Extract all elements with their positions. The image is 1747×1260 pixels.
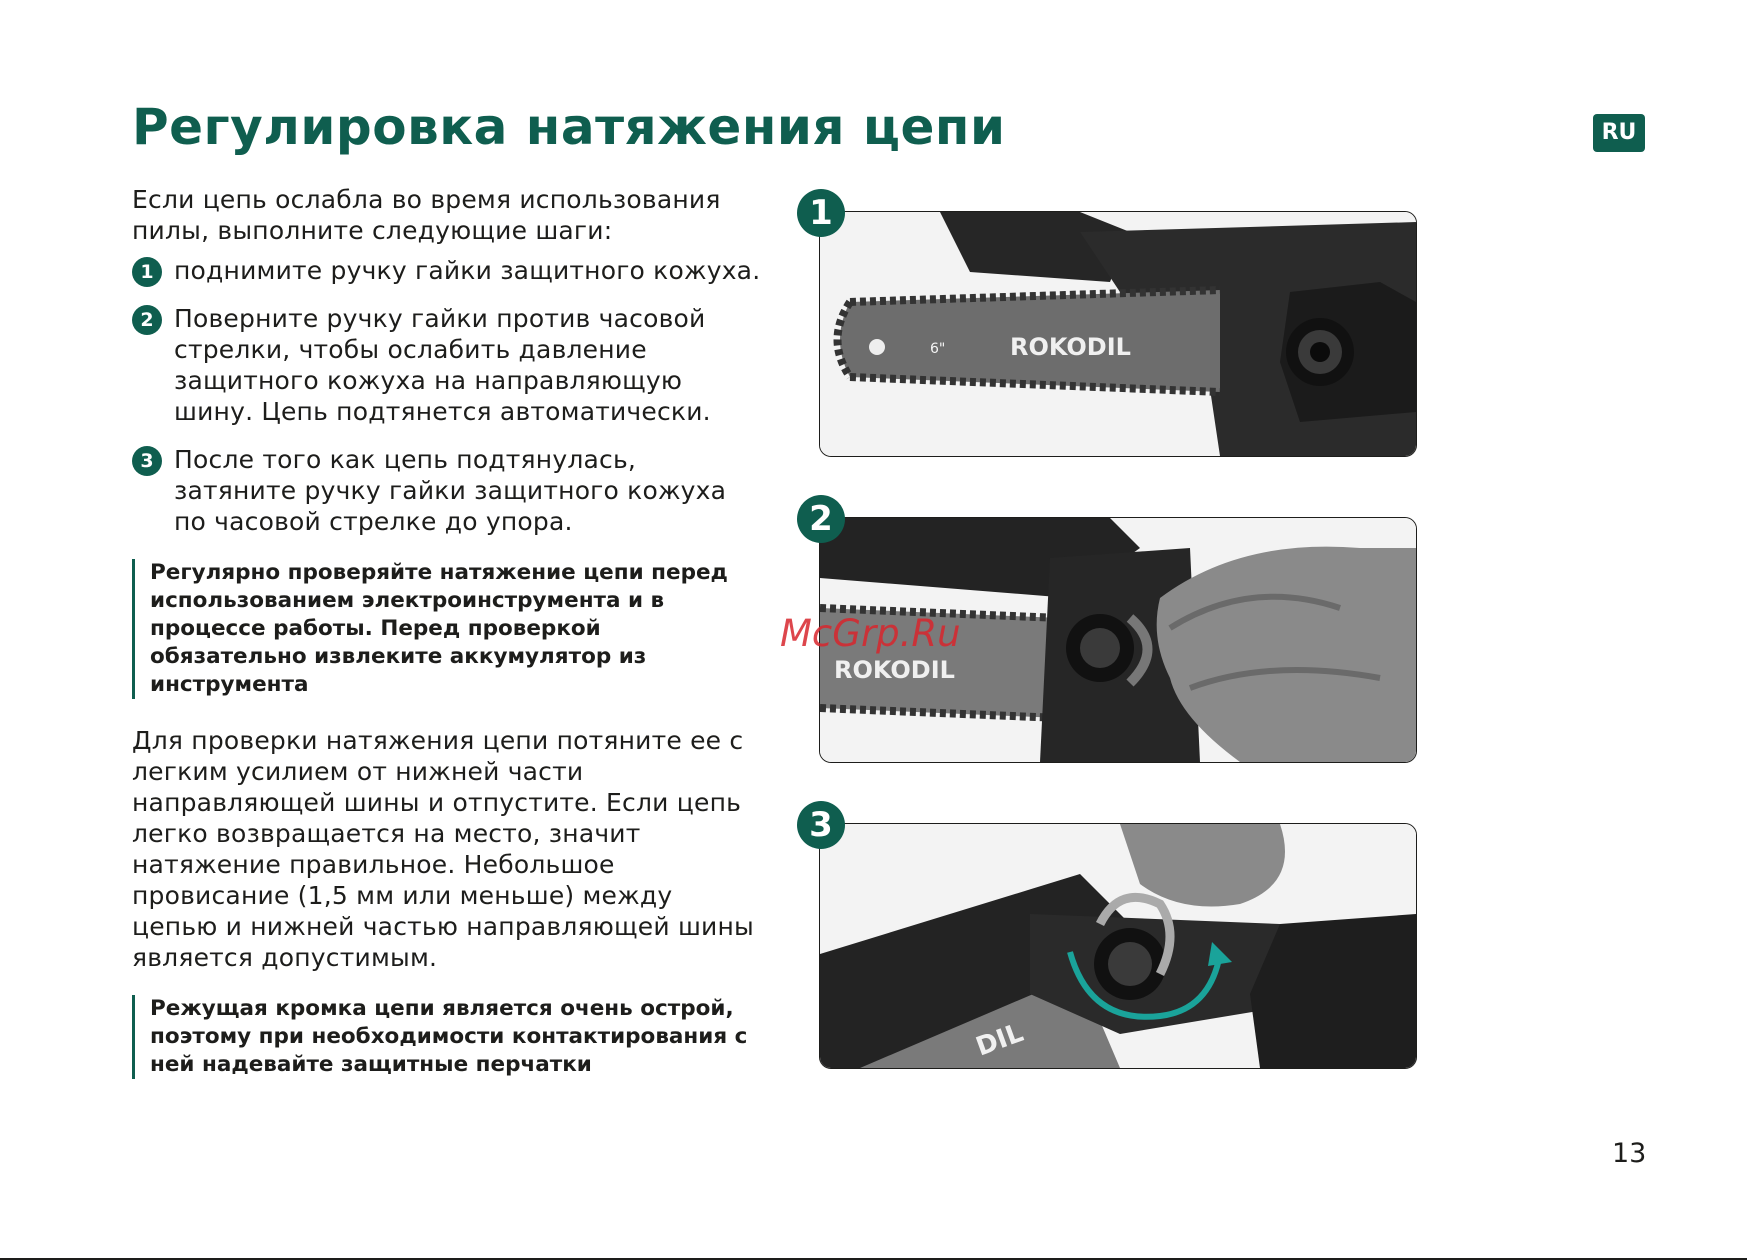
step-text: поднимите ручку гайки защитного кожуха. xyxy=(174,256,761,285)
page-title: Регулировка натяжения цепи xyxy=(132,98,1006,156)
step-text: Поверните ручку гайки против часовой стрелки, чтобы ослабить давление защитного кожуха на направляющую шину. Цепь подтянется автоматически. xyxy=(174,304,711,426)
figure-number-badge: 1 xyxy=(797,189,845,237)
brand-logo-text: DIL xyxy=(972,1018,1028,1063)
step-number: 2 xyxy=(132,305,162,335)
step-number: 1 xyxy=(132,257,162,287)
language-badge: RU xyxy=(1593,114,1645,152)
warning-note-gloves: Режущая кромка цепи является очень острой, поэтому при необходимости контактирования с ней надевайте защитные перчатки xyxy=(132,995,762,1079)
chainsaw-bar-illustration xyxy=(820,212,1416,456)
figure-number-badge: 3 xyxy=(797,801,845,849)
chainsaw-photo-3 xyxy=(819,823,1417,1069)
chainsaw-tighten-illustration xyxy=(820,824,1416,1068)
figure-number-badge: 2 xyxy=(797,495,845,543)
tension-check-paragraph: Для проверки натяжения цепи потяните ее с легким усилием от нижней части направляющей шины и отпустите. Если цепь легко возвращается на место, значит натяжение правильное. Небольшое провисание (1,5 мм или меньше) между цепью и нижней частью направляющей шины является допустимым. xyxy=(132,726,754,972)
bar-size-label: 6" xyxy=(930,341,946,357)
warning-note-tension: Регулярно проверяйте натяжение цепи перед использованием электроинструмента и в процессе работы. Перед проверкой обязательно извлеките аккумулятор из инструмента xyxy=(132,559,762,699)
intro-paragraph: Если цепь ослабла во время использования пилы, выполните следующие шаги: xyxy=(132,185,721,245)
figure-1 xyxy=(809,193,1417,457)
page-number: 13 xyxy=(1612,1138,1647,1169)
chainsaw-photo-1 xyxy=(819,211,1417,457)
step-text: После того как цепь подтянулась, затяните ручку гайки защитного кожуха по часовой стрелке до упора. xyxy=(174,445,727,536)
figure-3 xyxy=(809,805,1417,1069)
step-2 xyxy=(132,303,762,427)
step-3 xyxy=(132,444,762,537)
step-1 xyxy=(132,255,762,286)
step-number: 3 xyxy=(132,446,162,476)
instructions-column xyxy=(132,184,762,1079)
brand-logo-text: ROKODIL xyxy=(834,656,955,684)
brand-logo-text: ROKODIL xyxy=(1010,333,1131,361)
watermark: McGrp.Ru xyxy=(780,612,961,655)
